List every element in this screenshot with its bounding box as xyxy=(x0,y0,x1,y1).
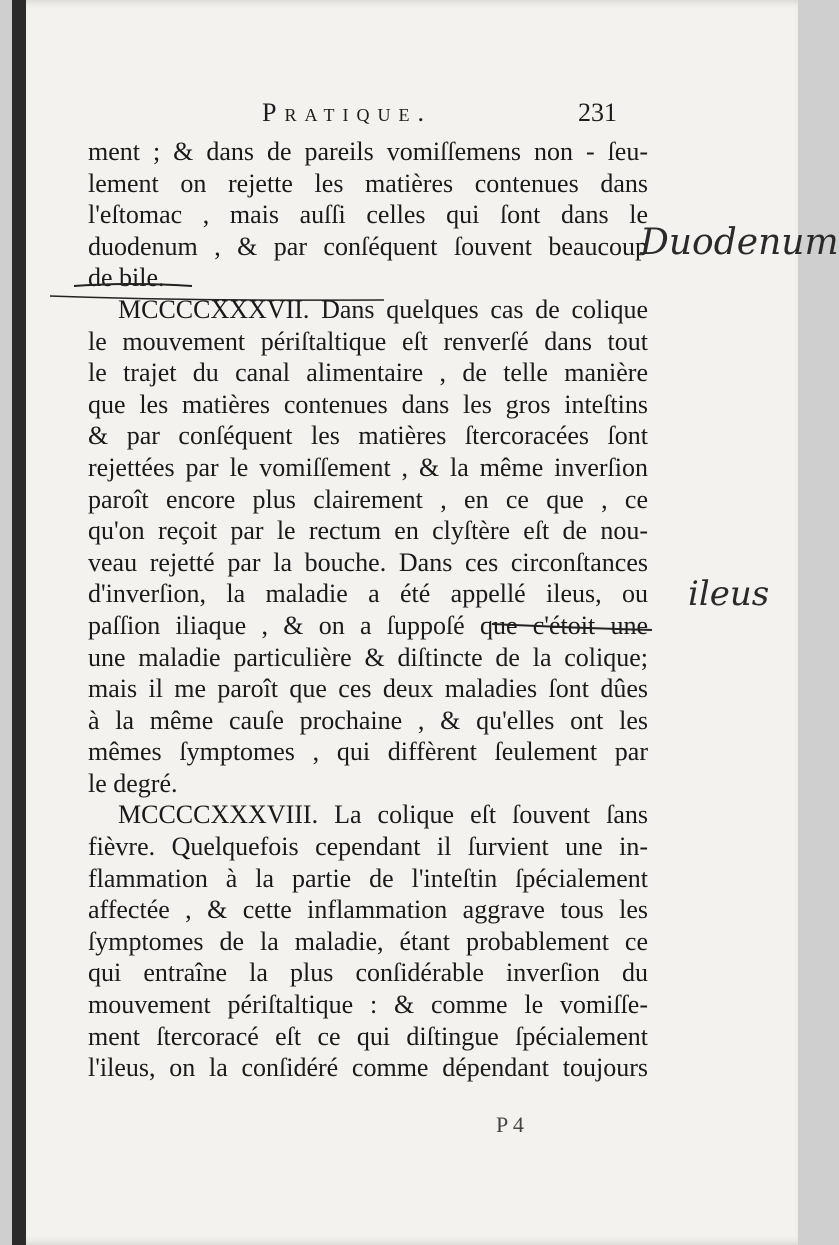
text-line: MCCCCXXXVIII. La colique eſt ſouvent ſans xyxy=(118,800,648,830)
text-line: veau rejetté par la bouche. Dans ces circonſtances xyxy=(88,547,648,577)
signature-mark: P 4 xyxy=(496,1112,524,1137)
margin-note-ileus: ileus xyxy=(688,574,770,614)
text-line: une maladie particulière & diſtincte de la colique; xyxy=(88,642,648,672)
text-line: l'eſtomac , mais auſſi celles qui ſont dans le xyxy=(88,200,648,230)
text-line: paſſion iliaque , & on a ſuppoſé que c'étoit une xyxy=(88,610,648,640)
text-line: affectée , & cette inflammation aggrave tous les xyxy=(88,895,648,925)
running-title: Pratique. xyxy=(262,98,432,127)
text-line: ment ſtercoracé eſt ce qui diſtingue ſpécialement xyxy=(88,1021,648,1051)
text-line: d'inverſion, la maladie a été appellé ileus, ou xyxy=(88,579,648,609)
underline-de-bile xyxy=(74,284,192,286)
text-line: mêmes ſymptomes , qui diffèrent ſeulement par xyxy=(88,737,648,767)
underline-ileus xyxy=(492,624,652,630)
text-line: flammation à la partie de l'inteſtin ſpécialement xyxy=(88,863,648,893)
page-number: 231 xyxy=(578,98,617,127)
text-line: que les matières contenues dans les gros inteſtins xyxy=(88,389,648,419)
text-line: à la même cauſe prochaine , & qu'elles ont les xyxy=(88,705,648,735)
text-line: le degré. xyxy=(88,768,178,798)
book-page xyxy=(12,0,839,1245)
text-line: qui entraîne la plus conſidérable inverſion du xyxy=(88,958,648,988)
text-line: mouvement périſtaltique : & comme le vomiſſe- xyxy=(88,990,648,1020)
text-line: MCCCCXXXVII. Dans quelques cas de colique xyxy=(118,294,648,324)
text-line: & par conſéquent les matières ſtercoracées ſont xyxy=(88,421,648,451)
handwritten-underlines xyxy=(12,0,798,1245)
text-line: mais il me paroît que ces deux maladies ſont dûes xyxy=(88,674,648,704)
text-line: ment ; & dans de pareils vomiſſemens non - ſeu- xyxy=(88,137,648,166)
text-line: le trajet du canal alimentaire , de telle manière xyxy=(88,358,648,388)
text-line: de bile. xyxy=(88,263,165,293)
text-line: qu'on reçoit par le rectum en clyſtère eſt de nou- xyxy=(88,516,648,546)
text-line: duodenum , & par conſéquent ſouvent beaucoup xyxy=(88,231,648,261)
text-line: fièvre. Quelquefois cependant il ſurvient une in- xyxy=(88,832,648,862)
line-after-de-bile xyxy=(50,296,384,300)
text-line: le mouvement périſtaltique eſt renverſé dans tout xyxy=(88,326,648,356)
text-line: ſymptomes de la maladie, étant probablement ce xyxy=(88,926,648,956)
margin-note-duodenum: Duodenum xyxy=(640,222,839,263)
text-line: l'ileus, on la conſidéré comme dépendant toujours xyxy=(88,1053,648,1083)
text-line: rejettées par le vomiſſement , & la même inverſion xyxy=(88,452,648,482)
text-line: lement on rejette les matières contenues dans xyxy=(88,168,648,198)
text-line: paroît encore plus clairement , en ce que , ce xyxy=(88,484,648,514)
